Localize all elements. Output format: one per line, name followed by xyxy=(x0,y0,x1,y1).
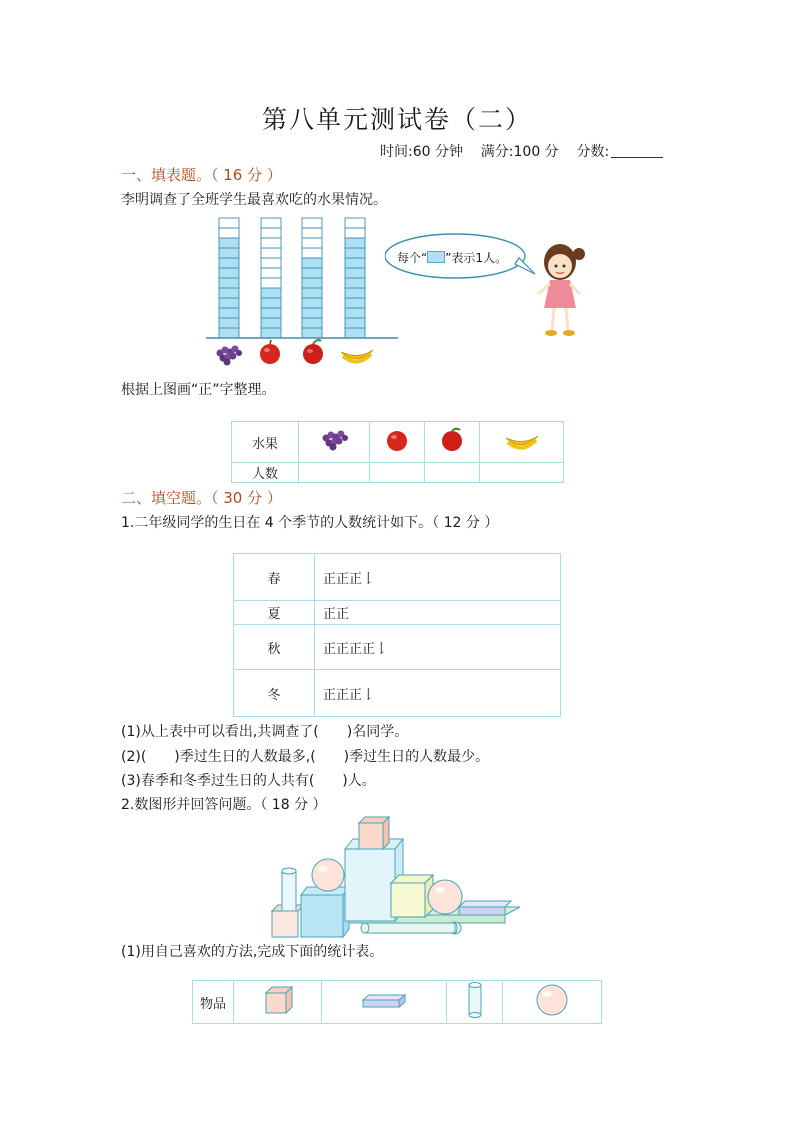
season-tally: 正正正𠄌 xyxy=(315,670,561,717)
filled-square xyxy=(261,288,281,298)
filled-square xyxy=(345,328,365,338)
empty-square xyxy=(302,228,322,238)
question-2: 2.数图形并回答问题。（ 18 分 ） xyxy=(121,797,327,813)
filled-square xyxy=(345,298,365,308)
empty-square xyxy=(261,218,281,228)
filled-square xyxy=(219,298,239,308)
season-name: 冬 xyxy=(234,670,315,717)
filled-square xyxy=(219,278,239,288)
shapes-illustration xyxy=(265,815,530,940)
filled-square xyxy=(219,328,239,338)
girl-illustration xyxy=(532,236,592,340)
section2-heading: 二、填空题。（ 30 分 ） xyxy=(121,489,282,507)
apple-icon xyxy=(384,427,410,453)
answer-cell[interactable] xyxy=(299,463,370,483)
people-row-label: 人数 xyxy=(232,463,299,483)
empty-square xyxy=(345,228,365,238)
season-tally: 正正 xyxy=(315,601,561,625)
answer-cell[interactable] xyxy=(425,463,480,483)
empty-square xyxy=(302,248,322,258)
question-1: 1.二年级同学的生日在 4 个季节的人数统计如下。（ 12 分 ） xyxy=(121,515,499,531)
filled-square xyxy=(219,268,239,278)
section1-instruction: 根据上图画“正”字整理。 xyxy=(121,382,276,398)
empty-square xyxy=(302,218,322,228)
fruit-pictograph xyxy=(200,212,410,372)
filled-square xyxy=(219,238,239,248)
grape-icon xyxy=(317,426,351,454)
empty-square xyxy=(261,238,281,248)
full-score: 满分:100 分 xyxy=(480,144,559,160)
shape-cell-cylinder xyxy=(447,981,503,1024)
season-name: 夏 xyxy=(234,601,315,625)
filled-square xyxy=(345,268,365,278)
banana-icon xyxy=(341,350,373,362)
season-tally: 正正正正𠄌 xyxy=(315,625,561,670)
season-tally: 正正正𠄌 xyxy=(315,554,561,601)
season-tally-table xyxy=(233,553,561,717)
question-1-2: (2)( )季过生日的人数最多,( )季过生日的人数最少。 xyxy=(121,749,490,765)
answer-cell[interactable] xyxy=(370,463,425,483)
grape-icon xyxy=(217,346,243,366)
score-label: 分数: xyxy=(576,144,610,160)
filled-square xyxy=(302,288,322,298)
season-name: 春 xyxy=(234,554,315,601)
season-name: 秋 xyxy=(234,625,315,670)
fruit-cell-grape xyxy=(299,422,370,463)
exam-meta xyxy=(380,141,663,161)
filled-square xyxy=(261,308,281,318)
filled-square xyxy=(345,258,365,268)
cuboid-icon xyxy=(361,990,407,1010)
red-apple-icon xyxy=(439,427,465,453)
section1-intro: 李明调查了全班学生最喜欢吃的水果情况。 xyxy=(121,192,387,208)
section1-heading: 一、填表题。（ 16 分 ） xyxy=(121,166,282,184)
question-2-1: (1)用自己喜欢的方法,完成下面的统计表。 xyxy=(121,944,384,960)
empty-square xyxy=(345,218,365,228)
empty-square xyxy=(261,248,281,258)
filled-square xyxy=(302,258,322,268)
banana-icon xyxy=(502,428,542,452)
red-apple-icon xyxy=(303,340,323,364)
empty-square xyxy=(302,238,322,248)
filled-square xyxy=(345,288,365,298)
fruit-cell-banana xyxy=(480,422,564,463)
empty-square xyxy=(219,218,239,228)
filled-square xyxy=(345,248,365,258)
filled-square xyxy=(302,328,322,338)
filled-square xyxy=(219,288,239,298)
filled-square xyxy=(345,308,365,318)
cylinder-icon xyxy=(465,981,485,1019)
filled-square xyxy=(302,278,322,288)
question-1-1: (1)从上表中可以看出,共调查了( )名同学。 xyxy=(121,724,409,740)
filled-square xyxy=(302,308,322,318)
fruit-tally-table xyxy=(231,421,564,483)
shape-cell-sphere xyxy=(503,981,602,1024)
empty-square xyxy=(261,228,281,238)
fruit-cell-apple xyxy=(370,422,425,463)
filled-square xyxy=(302,298,322,308)
score-blank[interactable] xyxy=(611,143,663,158)
filled-square xyxy=(302,318,322,328)
page-title: 第八单元测试卷（二） xyxy=(261,105,532,134)
shape-count-table xyxy=(192,980,602,1024)
filled-square xyxy=(345,238,365,248)
time-limit: 时间:60 分钟 xyxy=(380,144,463,160)
apple-icon xyxy=(260,340,280,364)
sphere-icon xyxy=(534,982,570,1018)
legend-square-icon xyxy=(427,251,445,263)
answer-cell[interactable] xyxy=(480,463,564,483)
filled-square xyxy=(219,248,239,258)
cube-icon xyxy=(262,985,294,1015)
empty-square xyxy=(261,278,281,288)
legend-text: 每个“ ”表示1人。 xyxy=(397,251,508,265)
shape-cell-cube xyxy=(234,981,322,1024)
filled-square xyxy=(219,258,239,268)
empty-square xyxy=(261,268,281,278)
filled-square xyxy=(261,298,281,308)
fruit-row-label: 水果 xyxy=(232,422,299,463)
filled-square xyxy=(345,278,365,288)
filled-square xyxy=(261,318,281,328)
filled-square xyxy=(219,308,239,318)
empty-square xyxy=(219,228,239,238)
empty-square xyxy=(261,258,281,268)
question-1-3: (3)春季和冬季过生日的人共有( )人。 xyxy=(121,773,376,789)
filled-square xyxy=(345,318,365,328)
filled-square xyxy=(219,318,239,328)
filled-square xyxy=(302,268,322,278)
item-label: 物品 xyxy=(193,981,234,1024)
fruit-cell-red-apple xyxy=(425,422,480,463)
filled-square xyxy=(261,328,281,338)
shape-cell-cuboid xyxy=(322,981,447,1024)
